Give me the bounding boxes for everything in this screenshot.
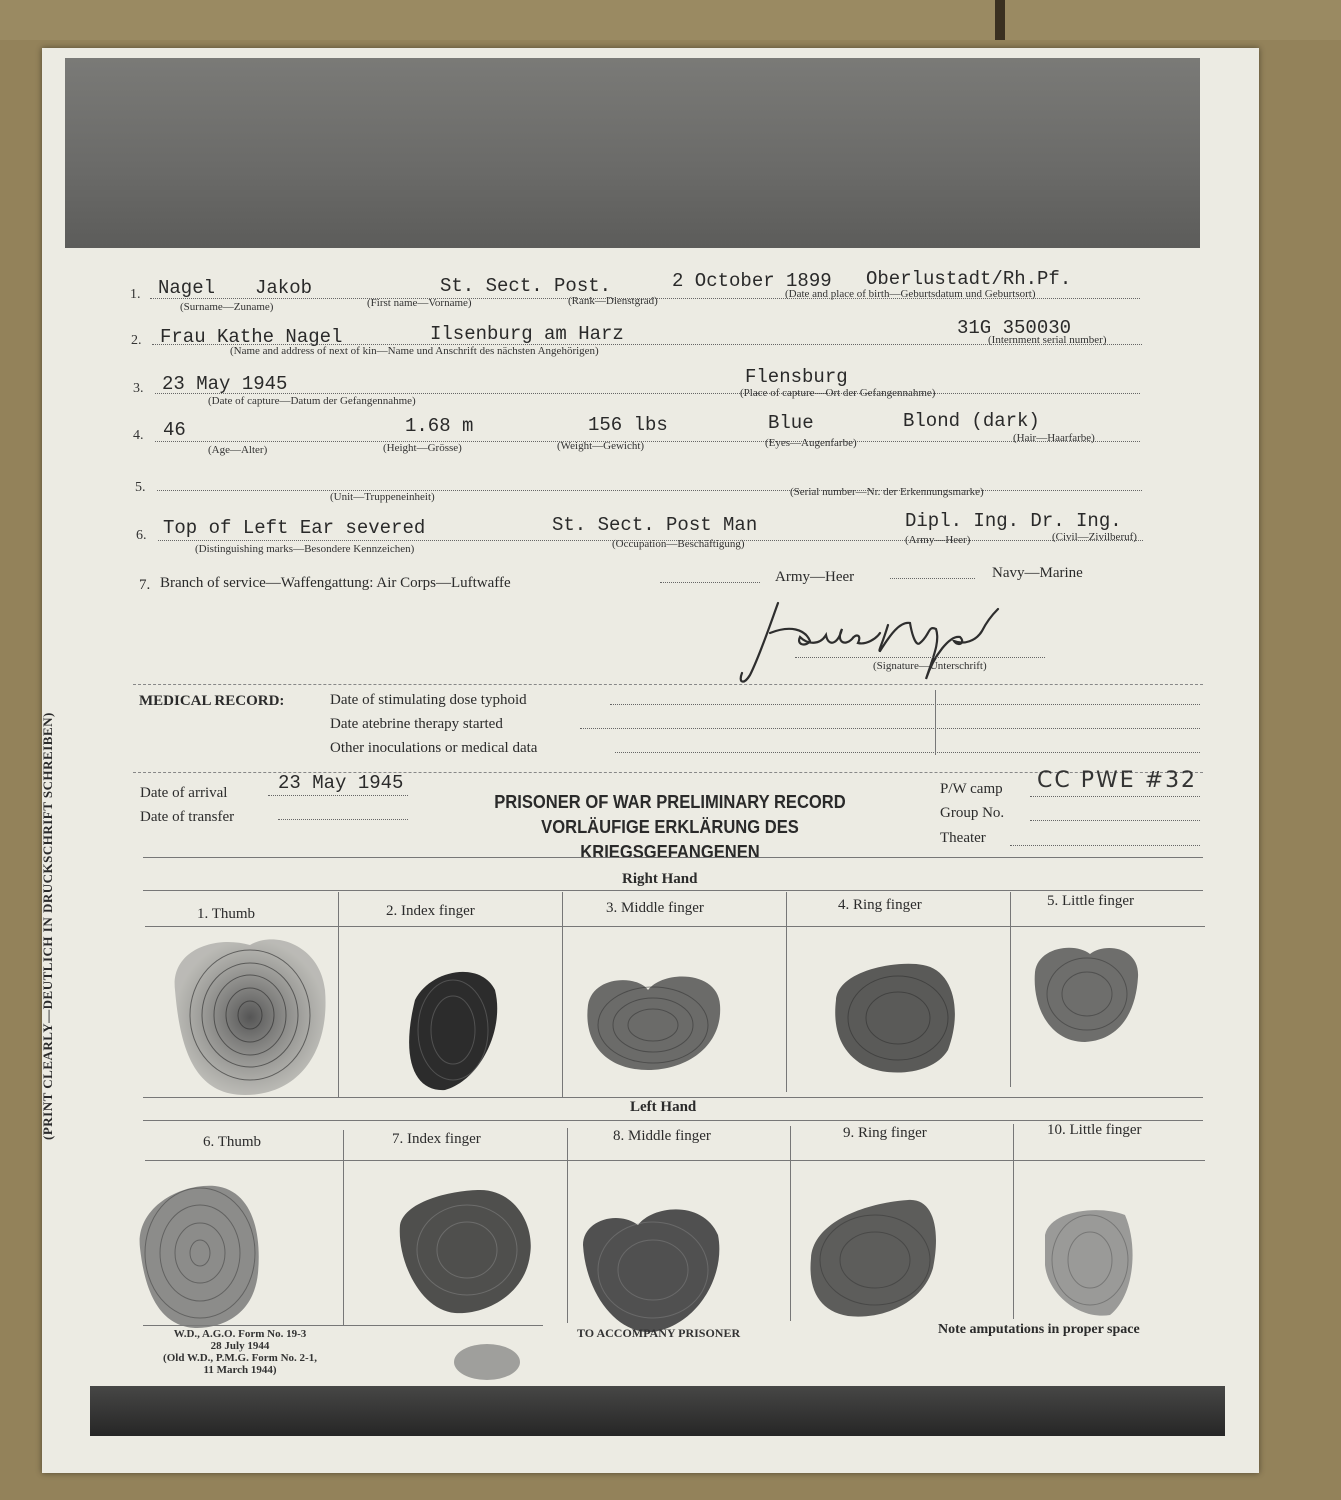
civil-caption: (Civil—Zivilberuf): [1052, 531, 1137, 543]
first-name-value: Jakob: [255, 277, 313, 299]
serial-number-caption: (Serial number—Nr. der Erkennungsmarke): [790, 486, 984, 498]
transfer-rule: [278, 819, 408, 820]
row-3-rule: [155, 393, 1140, 394]
signature-rule: [795, 657, 1045, 658]
form-number-block: [155, 1328, 325, 1376]
left-hand-top-border: [143, 1097, 1203, 1098]
capture-date-value: 23 May 1945: [162, 373, 288, 395]
distinguishing-marks-caption: (Distinguishing marks—Besondere Kennzeichen): [195, 543, 415, 555]
form-title-german: VORLÄUFIGE ERKLÄRUNG DES KRIEGSGEFANGENEN: [541, 817, 799, 862]
inoculations-rule: [615, 752, 1200, 753]
left-hand-divider-1: [343, 1130, 344, 1325]
left-hand-divider-3: [790, 1126, 791, 1321]
left-hand-divider-2: [567, 1128, 568, 1323]
first-name-caption: (First name—Vorname): [367, 297, 472, 309]
form-number-line-3: (Old W.D., P.M.G. Form No. 2-1,: [163, 1352, 317, 1364]
signature-caption: (Signature—Unterschrift): [873, 660, 987, 672]
capture-date-caption: (Date of capture—Datum der Gefangennahme): [208, 395, 416, 407]
footer-rule-left: [143, 1325, 543, 1326]
right-hand-divider-3: [786, 892, 787, 1092]
signature: [730, 595, 1020, 690]
finger-7-label: 7. Index finger: [392, 1131, 481, 1147]
right-hand-title: Right Hand: [622, 871, 698, 887]
right-ring-print: [828, 960, 963, 1080]
hair-caption: (Hair—Haarfarbe): [1013, 432, 1095, 444]
right-hand-divider-1: [338, 892, 339, 1097]
profession-value: Dipl. Ing. Dr. Ing.: [905, 510, 1122, 532]
birthplace-value: Oberlustadt/Rh.Pf.: [866, 268, 1072, 290]
left-hand-title: Left Hand: [630, 1099, 697, 1115]
birth-caption: (Date and place of birth—Geburtsdatum und Geburtsort): [785, 288, 1036, 300]
left-middle-print: [578, 1205, 728, 1335]
date-of-arrival-label: Date of arrival: [140, 785, 228, 801]
inoculations-label: Other inoculations or medical data: [330, 740, 538, 756]
army-option: Army—Heer: [775, 569, 855, 585]
right-middle-print: [578, 965, 728, 1075]
to-accompany-prisoner: TO ACCOMPANY PRISONER: [577, 1326, 741, 1340]
amputations-note: Note amputations in proper space: [938, 1322, 1140, 1337]
surname-caption: (Surname—Zuname): [180, 301, 274, 313]
row-7-number: 7.: [139, 577, 151, 593]
right-little-print: [1030, 942, 1145, 1047]
atebrine-label: Date atebrine therapy started: [330, 716, 503, 732]
print-clearly-side-text: (PRINT CLEARLY—DEUTLICH IN DRUCKSCHRIFT SCHREIBEN): [40, 712, 55, 1140]
smudged-print: [450, 1340, 525, 1385]
height-value: 1.68 m: [405, 415, 474, 437]
rank-value: St. Sect. Post.: [440, 275, 612, 297]
internment-serial-caption: (Internment serial number): [988, 334, 1107, 346]
form-title-english: PRISONER OF WAR PRELIMINARY RECORD: [494, 792, 846, 812]
finger-5-label: 5. Little finger: [1047, 893, 1135, 909]
right-hand-header-border: [143, 890, 1203, 891]
distinguishing-marks-value: Top of Left Ear severed: [163, 517, 426, 539]
bottom-dark-band: [90, 1386, 1225, 1436]
left-index-print: [395, 1185, 540, 1320]
row-6-number: 6.: [136, 528, 147, 543]
next-of-kin-name: Frau Kathe Nagel: [160, 326, 343, 348]
internment-serial-value: 31G 350030: [957, 317, 1072, 339]
top-dark-band: [65, 58, 1200, 248]
hair-value: Blond (dark): [903, 410, 1040, 432]
medical-vertical-rule: [935, 690, 936, 755]
arrival-rule: [268, 795, 408, 796]
date-of-arrival-value: 23 May 1945: [278, 772, 404, 794]
atebrine-rule: [580, 728, 1200, 729]
typhoid-rule: [610, 704, 1200, 705]
medical-divider: [133, 684, 1203, 685]
group-rule: [1030, 820, 1200, 821]
pw-camp-label: P/W camp: [940, 781, 1003, 797]
next-of-kin-address: Ilsenburg am Harz: [430, 323, 624, 345]
branch-of-service-label: Branch of service—Waffengattung: Air Corps—Luftwaffe: [160, 575, 511, 591]
right-hand-divider-2: [562, 892, 563, 1097]
row-2-number: 2.: [131, 333, 142, 348]
finger-6-label: 6. Thumb: [203, 1134, 262, 1150]
right-hand-divider-4: [1010, 892, 1011, 1087]
birth-date-value: 2 October 1899: [672, 270, 832, 292]
next-of-kin-caption: (Name and address of next of kin—Name und Anschrift des nächsten Angehörigen): [230, 345, 599, 357]
row-1-number: 1.: [130, 287, 141, 302]
finger-1-label: 1. Thumb: [197, 906, 256, 922]
right-thumb-print: [155, 930, 335, 1100]
camp-rule: [1030, 796, 1200, 797]
form-number-line-1: W.D., A.G.O. Form No. 19-3: [173, 1328, 307, 1340]
left-ring-print: [803, 1198, 943, 1323]
occupation-value: St. Sect. Post Man: [552, 514, 758, 536]
row-4-rule: [155, 441, 1140, 442]
finger-4-label: 4. Ring finger: [838, 897, 922, 913]
left-hand-label-border: [145, 1160, 1205, 1161]
row-5-rule: [157, 490, 1142, 491]
age-value: 46: [163, 419, 186, 441]
right-hand-label-border: [145, 926, 1205, 927]
form-title: [458, 790, 881, 865]
scan-frame: [0, 0, 1341, 40]
finger-8-label: 8. Middle finger: [613, 1128, 711, 1144]
capture-place-value: Flensburg: [745, 366, 848, 388]
eyes-value: Blue: [768, 412, 814, 434]
army-caption: (Army—Heer): [905, 534, 971, 546]
unit-caption: (Unit—Truppeneinheit): [330, 491, 435, 503]
form-number-line-4: 11 March 1944): [203, 1364, 277, 1376]
age-caption: (Age—Alter): [208, 444, 268, 456]
typhoid-label: Date of stimulating dose typhoid: [330, 692, 527, 708]
right-index-print: [395, 960, 505, 1095]
left-thumb-print: [130, 1178, 265, 1333]
weight-caption: (Weight—Gewicht): [557, 440, 645, 452]
right-hand-top-border: [143, 857, 1203, 858]
binder-edge: [995, 0, 1005, 40]
pw-camp-value: CC PWE #32: [1037, 768, 1198, 793]
left-hand-header-border: [143, 1120, 1203, 1121]
capture-place-caption: (Place of capture—Ort der Gefangennahme): [740, 387, 936, 399]
surname-value: Nagel: [158, 277, 216, 299]
finger-9-label: 9. Ring finger: [843, 1125, 927, 1141]
finger-2-label: 2. Index finger: [386, 903, 475, 919]
row-3-number: 3.: [133, 381, 144, 396]
row-5-number: 5.: [135, 480, 146, 495]
medical-record-label: MEDICAL RECORD:: [139, 693, 285, 709]
height-caption: (Height—Grösse): [383, 442, 462, 454]
finger-10-label: 10. Little finger: [1047, 1122, 1142, 1138]
date-of-transfer-label: Date of transfer: [140, 809, 235, 825]
navy-option: Navy—Marine: [992, 565, 1083, 581]
eyes-caption: (Eyes—Augenfarbe): [765, 437, 857, 449]
theater-label: Theater: [940, 830, 986, 846]
form-number-line-2: 28 July 1944: [210, 1340, 270, 1352]
occupation-caption: (Occupation—Beschäftigung): [612, 538, 745, 550]
row-4-number: 4.: [133, 428, 144, 443]
branch-rule-2: [890, 578, 975, 579]
rank-caption: (Rank—Dienstgrad): [568, 295, 658, 307]
weight-value: 156 lbs: [588, 414, 668, 436]
branch-rule-1: [660, 582, 760, 583]
left-little-print: [1040, 1205, 1140, 1320]
theater-rule: [1010, 845, 1200, 846]
group-no-label: Group No.: [940, 805, 1005, 821]
finger-3-label: 3. Middle finger: [606, 900, 704, 916]
left-hand-divider-4: [1013, 1124, 1014, 1319]
